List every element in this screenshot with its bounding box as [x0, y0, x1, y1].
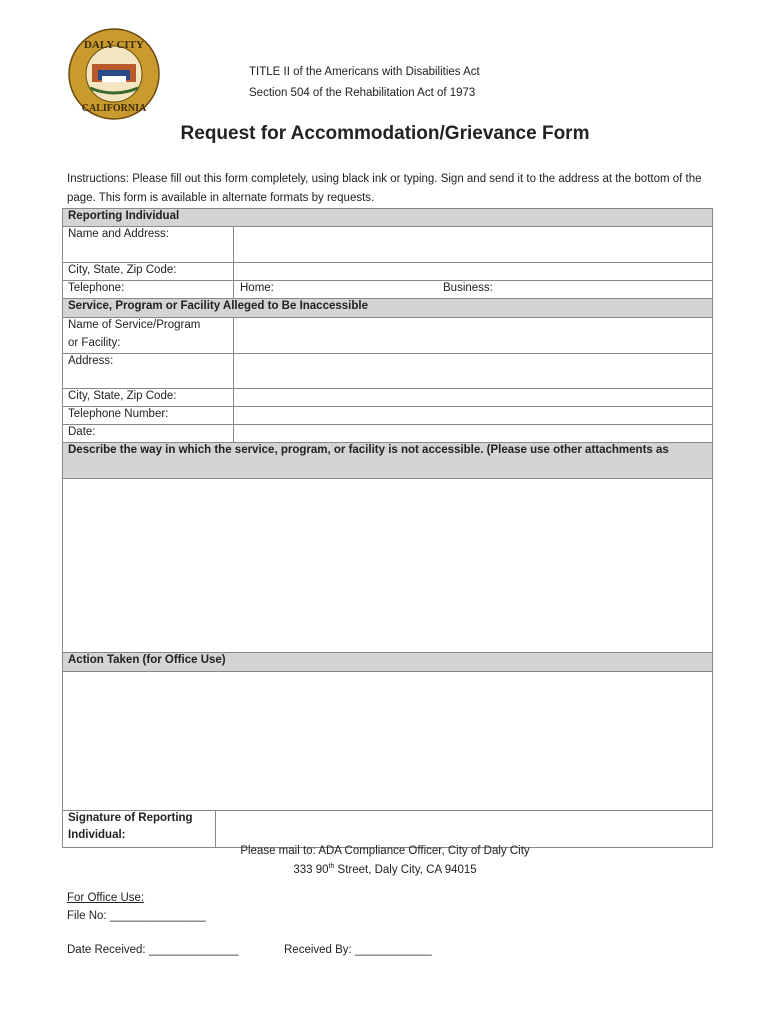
- section-action-taken: [62, 653, 713, 672]
- business-label: Business:: [443, 282, 493, 294]
- name-address-field[interactable]: [233, 227, 712, 262]
- row-service-name: [62, 318, 713, 354]
- section-heading: Describe the way in which the service, program, or facility is not accessible. (Please use other attachments as: [68, 444, 669, 456]
- describe-text-area[interactable]: [62, 479, 713, 653]
- field-label: City, State, Zip Code:: [68, 264, 177, 276]
- service-city-field[interactable]: [233, 389, 712, 406]
- mail-line-2: [0, 863, 770, 876]
- header-line-2: Section 504 of the Rehabilitation Act of 1973: [249, 87, 476, 99]
- field-label: Signature of Reporting: [68, 812, 193, 824]
- field-label: or Facility:: [68, 337, 121, 349]
- seal-text-top: DALY CITY: [83, 39, 145, 51]
- field-label: City, State, Zip Code:: [68, 390, 177, 402]
- section-describe: [62, 443, 713, 479]
- form-title: Request for Accommodation/Grievance Form: [180, 123, 590, 144]
- office-use-heading: For Office Use:: [67, 892, 145, 904]
- header-line-1: TITLE II of the Americans with Disabilities Act: [249, 66, 480, 78]
- field-label: Telephone Number:: [68, 408, 169, 420]
- field-label: Individual:: [68, 829, 126, 841]
- action-taken-area[interactable]: [62, 672, 713, 811]
- service-telephone-field[interactable]: [233, 407, 712, 424]
- row-service-city: [62, 389, 713, 407]
- daly-city-seal-logo: [68, 28, 160, 120]
- field-label: Name and Address:: [68, 228, 170, 240]
- service-name-field[interactable]: [233, 318, 712, 353]
- mail-address-number: 333 90: [293, 863, 329, 876]
- row-service-date: [62, 425, 713, 443]
- section-service-program: [62, 299, 713, 318]
- form-table: [62, 208, 713, 848]
- field-label: Date:: [68, 426, 96, 438]
- row-service-address: [62, 354, 713, 389]
- seal-text-bottom: CALIFORNIA: [81, 103, 147, 114]
- row-signature: [62, 811, 713, 848]
- mail-address-rest: Street, Daly City, CA 94015: [334, 863, 477, 876]
- section-reporting-individual: [62, 208, 713, 227]
- service-address-field[interactable]: [233, 354, 712, 388]
- section-heading: Action Taken (for Office Use): [68, 654, 226, 666]
- home-label: Home:: [240, 282, 274, 294]
- signature-field[interactable]: [215, 811, 712, 847]
- row-service-telephone: [62, 407, 713, 425]
- field-label: Address:: [68, 355, 114, 367]
- mail-address-suffix: th: [328, 863, 335, 870]
- section-heading: Service, Program or Facility Alleged to Be Inaccessible: [68, 300, 368, 312]
- file-no-field: File No: _______________: [67, 910, 206, 922]
- field-label: Name of Service/Program: [68, 319, 201, 331]
- row-city-state-zip: [62, 263, 713, 281]
- mail-line-1: Please mail to: ADA Compliance Officer, City of Daly City: [240, 845, 530, 857]
- row-telephone: [62, 281, 713, 299]
- service-date-field[interactable]: [233, 425, 712, 442]
- row-name-address: [62, 227, 713, 263]
- instructions-text: Instructions: Please fill out this form completely, using black ink or typing. Sign and send it to the address at the bottom of the page. This form is available in alternate formats by requests.: [67, 173, 702, 204]
- received-by-field: Received By: ____________: [284, 944, 432, 956]
- city-state-zip-field[interactable]: [233, 263, 712, 280]
- date-received-field: Date Received: ______________: [67, 944, 239, 956]
- section-heading: Reporting Individual: [68, 210, 180, 222]
- field-label: Telephone:: [68, 282, 125, 294]
